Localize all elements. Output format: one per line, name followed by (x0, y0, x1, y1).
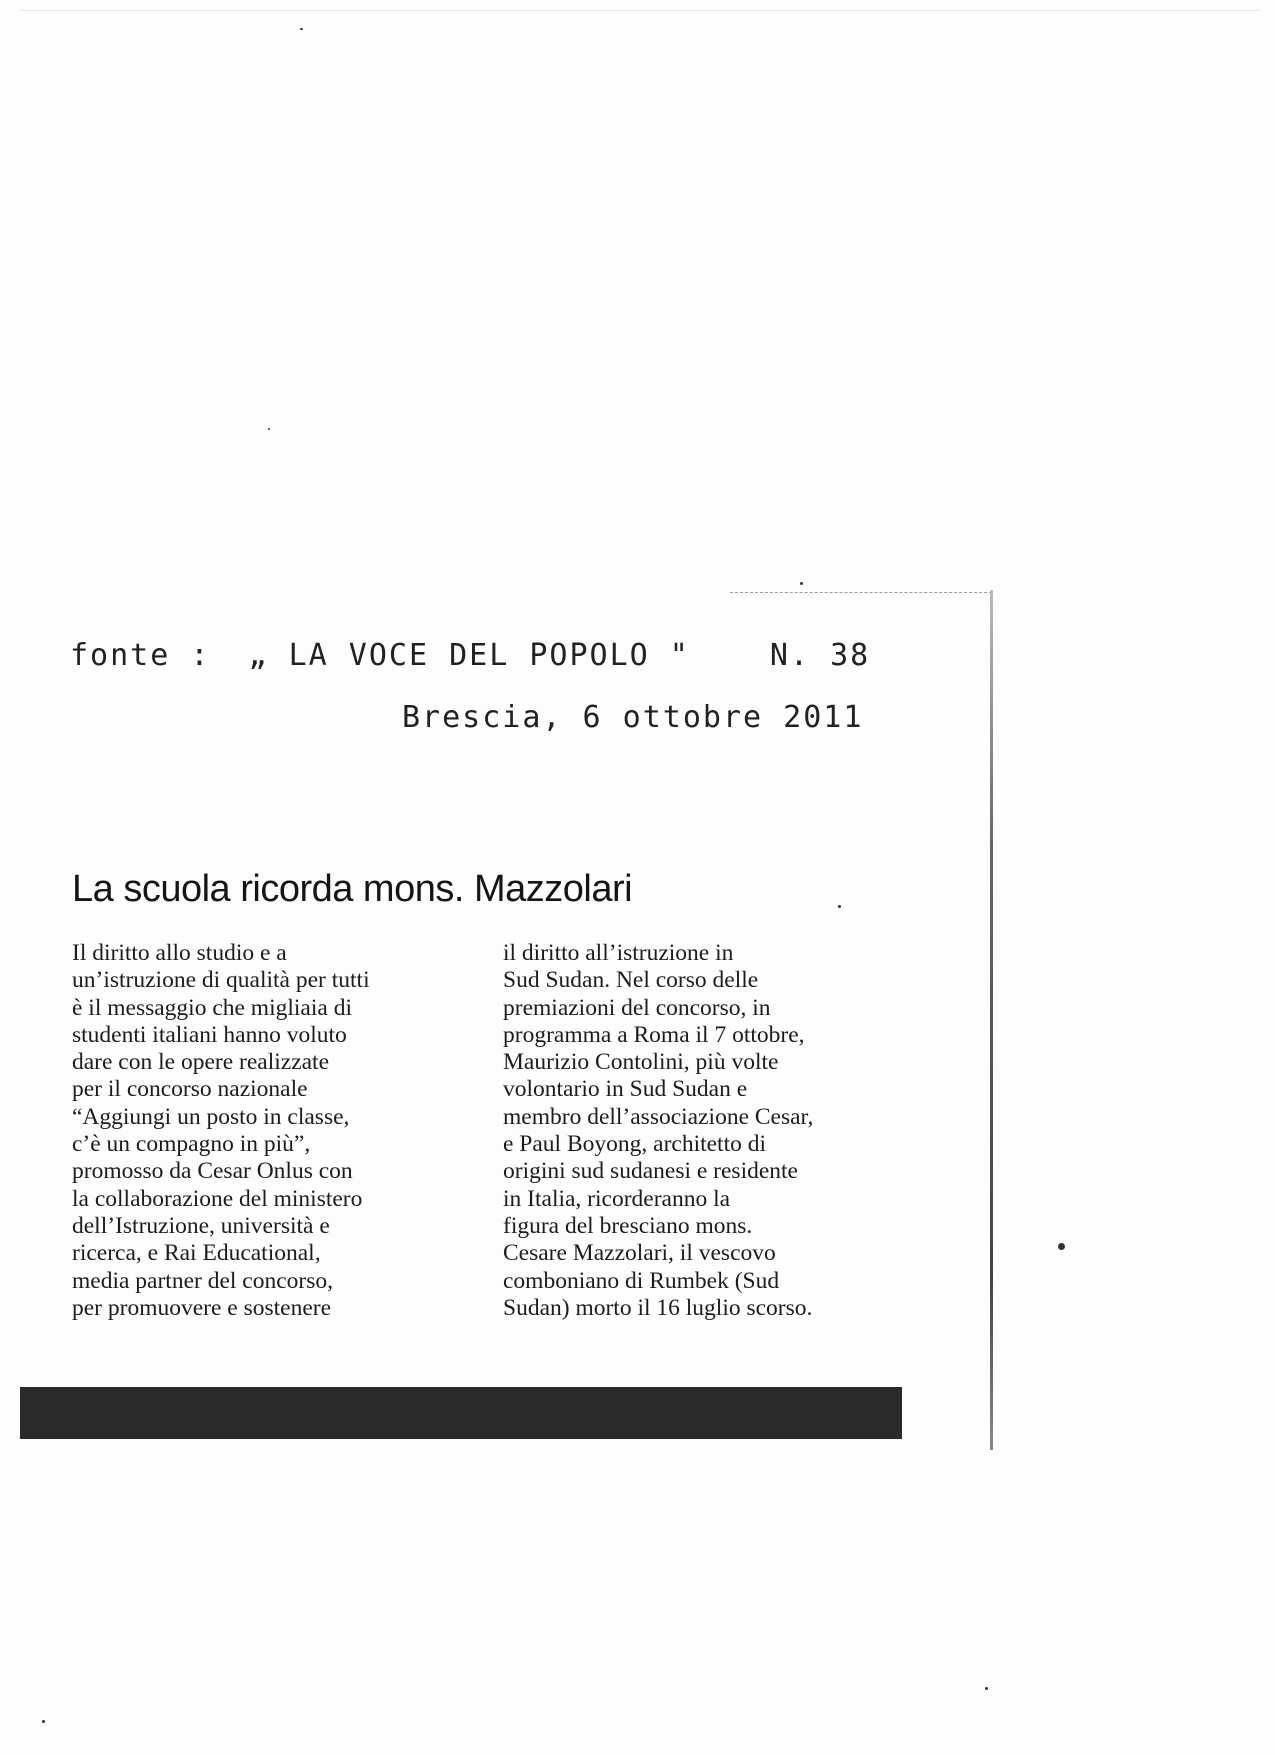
scan-speck (42, 1720, 45, 1723)
article-line: per promuovere e sostenere (72, 1294, 332, 1321)
article-line: origini sud sudanesi e residente (503, 1158, 798, 1185)
article-line: “Aggiungi un posto in classe, (72, 1103, 350, 1130)
scan-speck (800, 582, 803, 585)
article-line: Cesare Mazzolari, il vescovo (503, 1240, 776, 1267)
article-line: ricerca, e Rai Educational, (72, 1240, 321, 1267)
article-line: e Paul Boyong, architetto di (503, 1131, 767, 1158)
article-line: Sud Sudan. Nel corso delle (503, 967, 759, 994)
article-line: Maurizio Contolini, più volte (503, 1049, 779, 1076)
article-line: promosso da Cesar Onlus con (72, 1158, 353, 1185)
article-line: comboniano di Rumbek (Sud (503, 1267, 780, 1294)
source-label: fonte : (70, 638, 211, 673)
article-line: dare con le opere realizzate (72, 1049, 330, 1076)
handwritten-source-note (70, 638, 870, 673)
scan-speck (985, 1687, 988, 1690)
article-line: figura del bresciano mons. (503, 1212, 753, 1239)
clipping-top-edge (730, 592, 992, 594)
handwritten-place-date: Brescia, 6 ottobre 2011 (402, 700, 864, 735)
article-line: in Italia, ricorderanno la (503, 1185, 731, 1212)
clipping-right-edge (990, 590, 993, 1450)
scan-speck (838, 905, 841, 908)
article-line: un’istruzione di qualità per tutti (72, 967, 370, 994)
article-line: dell’Istruzione, università e (72, 1212, 330, 1239)
article-line: programma a Roma il 7 ottobre, (503, 1021, 805, 1048)
source-issue-number: N. 38 (769, 638, 871, 673)
article-right-column (503, 940, 913, 1322)
article-line: Il diritto allo studio e a (72, 940, 287, 966)
article-headline: La scuola ricorda mons. Mazzolari (72, 868, 633, 910)
article-line: membro dell’associazione Cesar, (503, 1103, 814, 1130)
article-line: media partner del concorso, (72, 1267, 334, 1294)
scan-top-edge (20, 10, 1260, 11)
article-line: è il messaggio che migliaia di (72, 994, 352, 1021)
article-line: Sudan) morto il 16 luglio scorso. (503, 1294, 813, 1321)
article-line: la collaborazione del ministero (72, 1185, 363, 1212)
scan-speck (268, 428, 270, 430)
clipping-bottom-bar (20, 1387, 902, 1439)
article-line: premiazioni del concorso, in (503, 994, 771, 1021)
article-line: per il concorso nazionale (72, 1076, 308, 1103)
article-line: il diritto all’istruzione in (503, 940, 734, 966)
article-left-column (72, 940, 452, 1322)
article-line: c’è un compagno in più”, (72, 1131, 311, 1158)
scan-speck (300, 28, 303, 30)
article-line: studenti italiani hanno voluto (72, 1021, 347, 1048)
article-line: volontario in Sud Sudan e (503, 1076, 748, 1103)
scan-speck (1058, 1243, 1065, 1250)
source-newspaper-name: „ LA VOCE DEL POPOLO " (248, 638, 690, 673)
